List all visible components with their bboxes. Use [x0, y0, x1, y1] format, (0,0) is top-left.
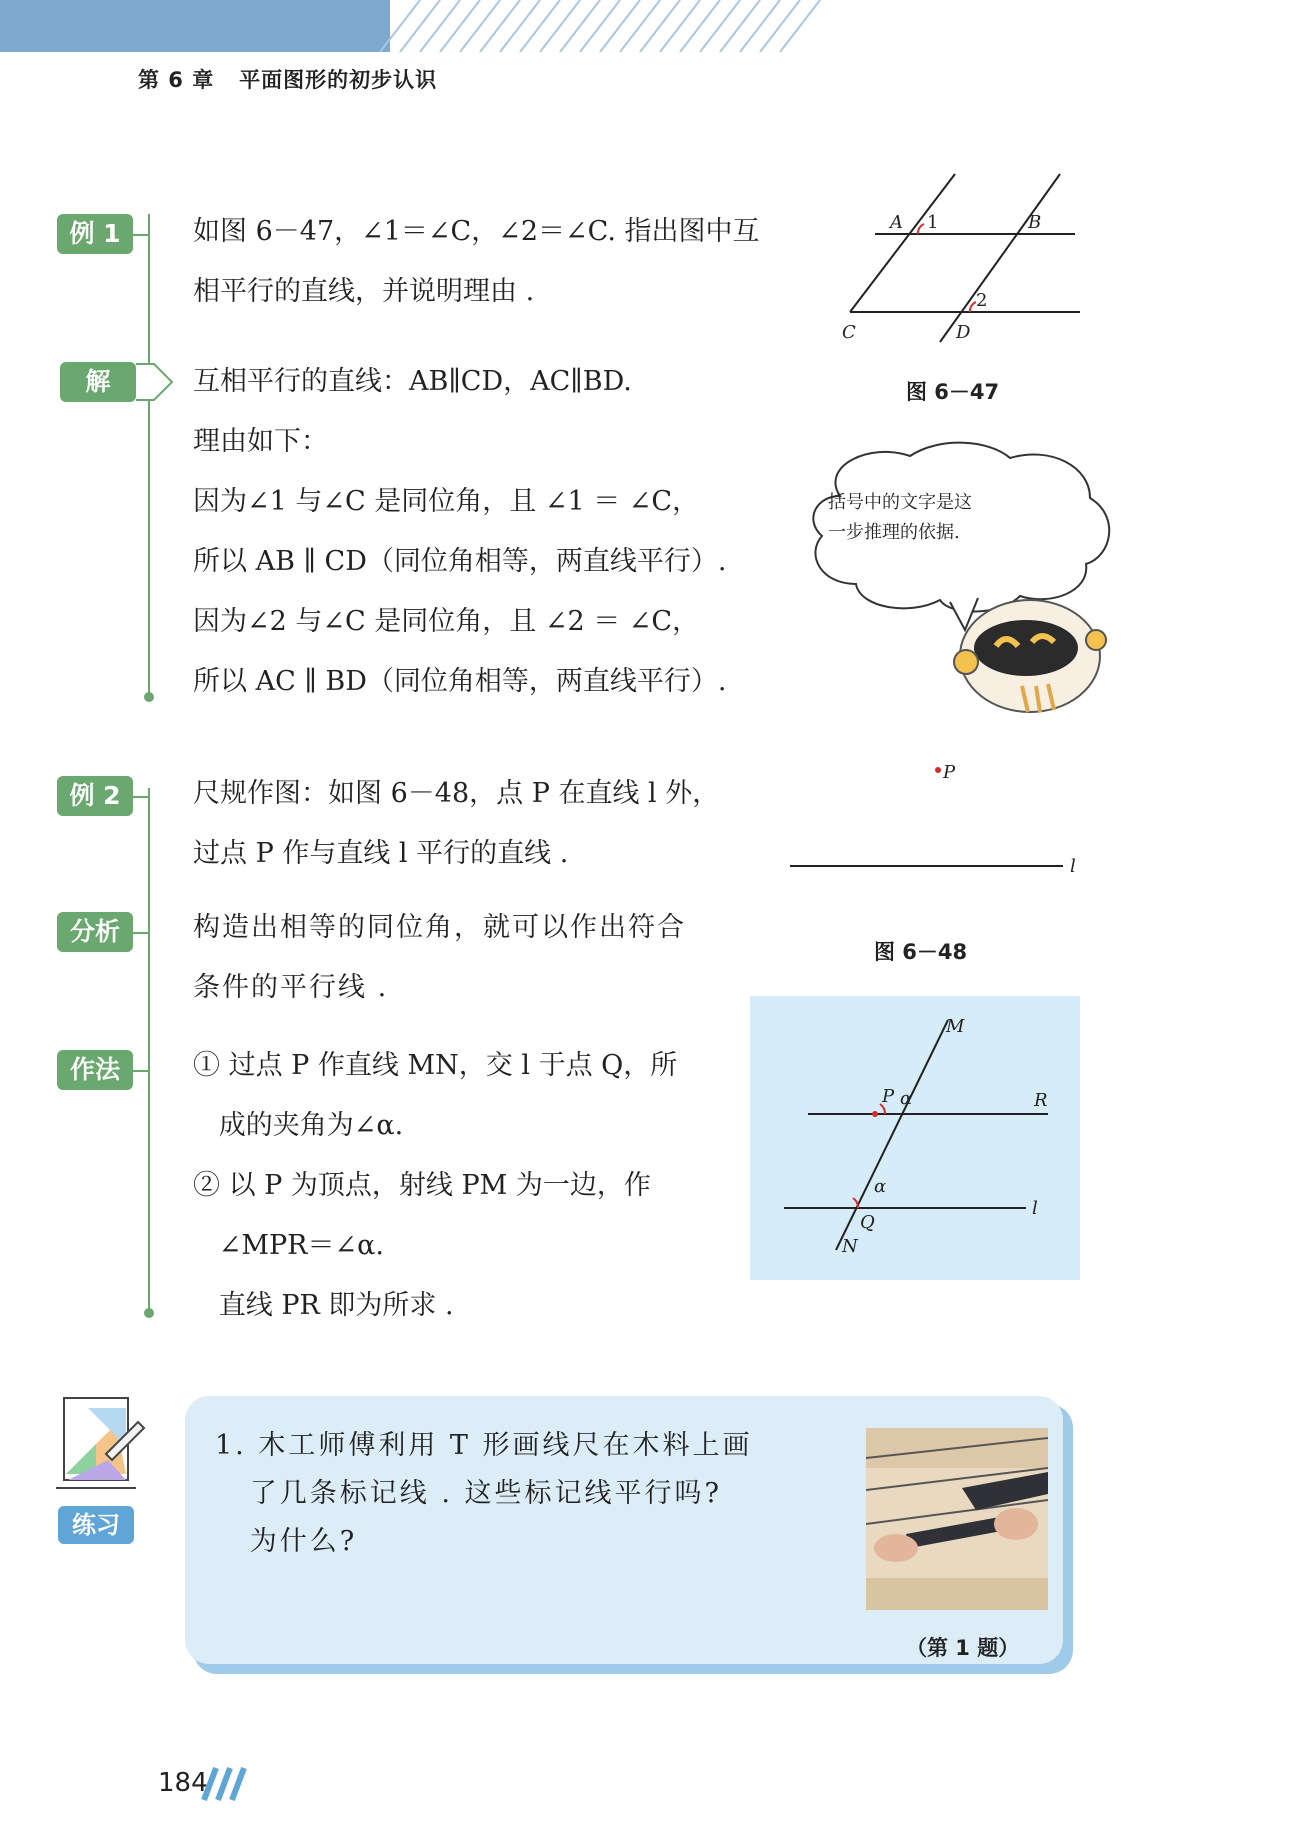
solution-line-4: 所以 AB ∥ CD（同位角相等，两直线平行）. [193, 546, 727, 577]
bubble-line-1: 括号中的文字是这 [828, 492, 972, 513]
example1-tag-stub [133, 234, 149, 236]
example2-rule [148, 788, 150, 1312]
method-line-5: 直线 PR 即为所求 . [193, 1290, 454, 1321]
fig48-label-p: P [943, 762, 956, 783]
figure-6-48-caption: 图 6－48 [874, 940, 968, 964]
carpenter-ruler-photo [866, 1428, 1048, 1610]
method-tag-stub [133, 1070, 149, 1072]
practice-line-3: 为什么? [215, 1526, 358, 1557]
analysis-line-1: 构造出相等的同位角，就可以作出符合 [193, 912, 686, 943]
page-number-slashes [200, 1766, 252, 1802]
chapter-title: 平面图形的初步认识 [239, 68, 438, 92]
figure-6-48 [780, 760, 1080, 880]
fig47-label-2: 2 [976, 290, 988, 311]
method-line-3: ② 以 P 为顶点，射线 PM 为一边，作 [193, 1170, 651, 1201]
page-number: 184 [158, 1768, 208, 1798]
construction-label-alpha2: α [874, 1176, 887, 1197]
example2-line-1: 尺规作图：如图 6－48，点 P 在直线 l 外， [193, 778, 720, 809]
method-line-2: 成的夹角为∠α. [193, 1110, 404, 1141]
solution-line-5: 因为∠2 与∠C 是同位角，且 ∠2 ＝ ∠C， [193, 606, 700, 637]
example2-line-2: 过点 P 作与直线 l 平行的直线 . [193, 838, 569, 869]
fig47-label-c: C [842, 322, 856, 343]
analysis-tag: 分析 [57, 912, 133, 952]
bubble-line-2: 一步推理的依据. [828, 522, 960, 543]
example1-line-1: 如图 6－47，∠1＝∠C，∠2＝∠C. 指出图中互 [193, 216, 760, 247]
solution-tag: 解 [85, 367, 111, 396]
solution-line-3: 因为∠1 与∠C 是同位角，且 ∠1 ＝ ∠C， [193, 486, 700, 517]
method-tag: 作法 [57, 1050, 133, 1090]
example1-rule-end [144, 692, 154, 702]
fig47-label-d: D [956, 322, 971, 343]
fig48-label-l: l [1070, 856, 1076, 877]
figure-6-47 [830, 170, 1090, 350]
example2-tag-stub [133, 796, 149, 798]
method-line-1: ① 过点 P 作直线 MN，交 l 于点 Q，所 [193, 1050, 678, 1081]
construction-label-alpha1: α [900, 1088, 913, 1109]
method-line-4: ∠MPR＝∠α. [193, 1230, 384, 1261]
construction-label-p: P [882, 1086, 895, 1107]
chapter-number: 第 6 章 [138, 68, 215, 92]
thought-bubble [800, 436, 1130, 716]
construction-figure [750, 996, 1080, 1280]
analysis-line-2: 条件的平行线 . [193, 972, 389, 1003]
example2-rule-end [144, 1308, 154, 1318]
solution-line-1: 互相平行的直线：AB∥CD，AC∥BD. [193, 366, 632, 397]
fig47-label-a: A [890, 212, 903, 233]
practice-tag: 练习 [58, 1506, 134, 1544]
practice-line-1: 1. 木工师傅利用 T 形画线尺在木料上画 [215, 1430, 753, 1461]
analysis-tag-stub [133, 932, 149, 934]
header-bar [0, 0, 390, 52]
example1-line-2: 相平行的直线，并说明理由 . [193, 276, 535, 307]
construction-label-r: R [1034, 1090, 1048, 1111]
chapter-heading [138, 64, 437, 94]
solution-line-2: 理由如下： [193, 426, 328, 457]
fig47-label-b: B [1028, 212, 1042, 233]
robot-mascot-icon [954, 600, 1106, 712]
figure-6-47-caption: 图 6－47 [906, 380, 1000, 404]
construction-label-l: l [1032, 1198, 1038, 1219]
photo-caption: （第 1 题） [906, 1636, 1020, 1660]
practice-icon [46, 1384, 146, 1500]
example1-tag: 例 1 [57, 214, 133, 254]
example2-tag: 例 2 [57, 776, 133, 816]
construction-label-m: M [946, 1016, 965, 1037]
construction-label-q: Q [860, 1212, 875, 1233]
solution-line-6: 所以 AC ∥ BD（同位角相等，两直线平行）. [193, 666, 727, 697]
construction-label-n: N [842, 1236, 858, 1257]
example1-rule [148, 214, 150, 696]
fig47-label-1: 1 [927, 212, 939, 233]
practice-line-2: 了几条标记线 . 这些标记线平行吗? [215, 1478, 722, 1509]
header-hatch [360, 0, 840, 52]
